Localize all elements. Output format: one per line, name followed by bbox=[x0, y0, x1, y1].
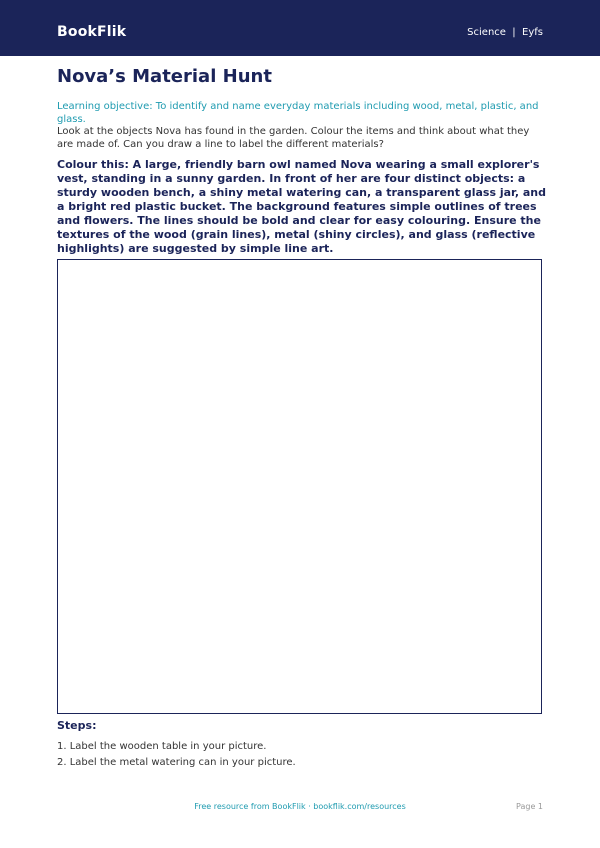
learning-objective: Learning objective: To identify and name everyday materials including wood, metal, plastic, and glass. bbox=[57, 101, 539, 125]
step-item: 1. Label the wooden table in your picture. bbox=[57, 741, 267, 752]
subject-level-label: Science | Eyfs bbox=[467, 27, 543, 38]
drawing-area bbox=[57, 259, 542, 714]
step-item: 2. Label the metal watering can in your picture. bbox=[57, 757, 296, 768]
intro-text: Look at the objects Nova has found in the garden. Colour the items and think about what they are made of. Can you draw a line to label the different materials? bbox=[57, 126, 530, 150]
page-number: Page 1 bbox=[516, 802, 543, 811]
steps-heading: Steps: bbox=[57, 719, 97, 732]
brand-logo-text: BookFlik bbox=[57, 24, 127, 40]
page-title: Nova’s Material Hunt bbox=[57, 66, 272, 87]
steps-list bbox=[57, 739, 296, 771]
colouring-prompt: Colour this: A large, friendly barn owl named Nova wearing a small explorer's vest, standing in a sunny garden. In front of her are four distinct objects: a sturdy wooden bench, a shiny metal watering can, a transparent glass jar, and a bright red plastic bucket. The background features simple outlines of trees and flowers. The lines should be bold and clear for easy colouring. Ensure the textures of the wood (grain lines), metal (shiny circles), and glass (reflective highlights) are suggested by simple line art. bbox=[57, 158, 546, 255]
header-bar bbox=[0, 0, 600, 56]
footer-credit: Free resource from BookFlik · bookflik.com/resources bbox=[194, 802, 406, 811]
